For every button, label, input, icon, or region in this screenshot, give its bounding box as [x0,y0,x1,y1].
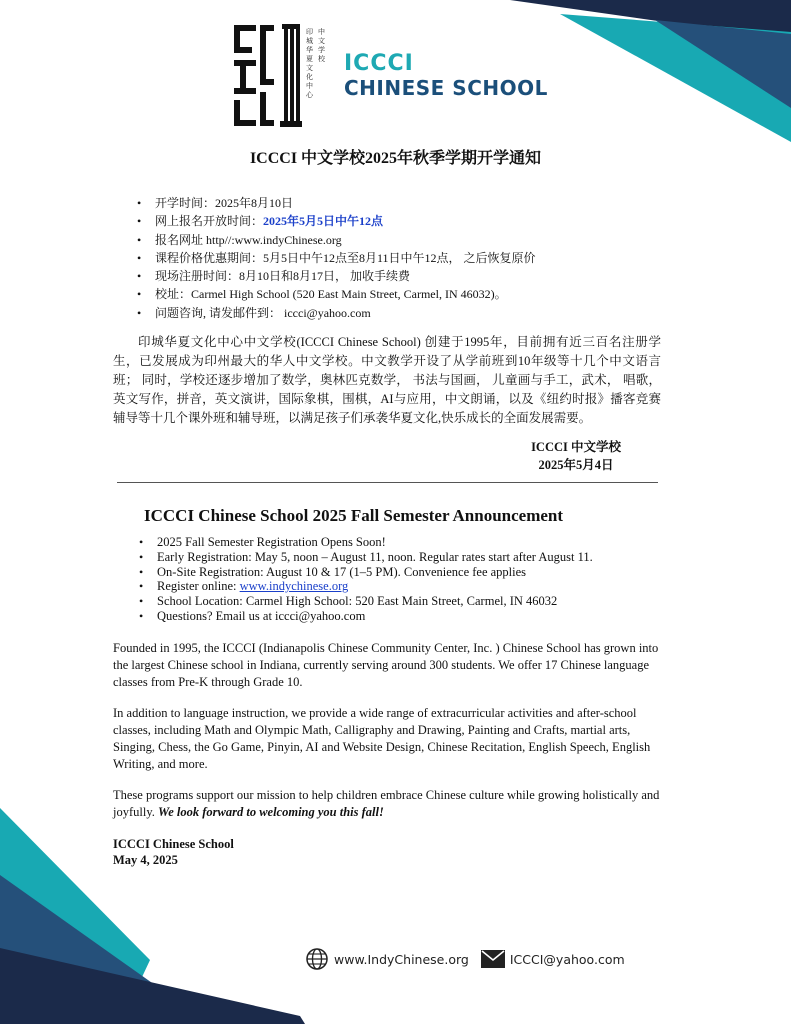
english-sign-date: May 4, 2025 [113,853,178,867]
english-signature [113,836,234,868]
english-paragraph-2: In addition to language instruction, we provide a wide range of extracurricular activities and after-school classes, including Math and Olympic Math, Calligraphy and Drawing, Painting and Crafts, martial arts, Singing, Chess, the Go Game, Pinyin, AI and Website Design, Chinese Recitation, English Speech, English Writing, and more. [113,706,651,771]
footer-email[interactable] [481,950,625,968]
globe-icon [305,947,329,971]
footer-website-text: www.IndyChinese.org [334,951,469,967]
section-divider [117,482,658,483]
footer-email-text: ICCCI@yahoo.com [509,951,625,967]
logo-cn-col-1 [317,28,326,64]
list-item: • Early Registration: May 5, noon – August 11, noon. Regular rates start after August 11. [135,550,593,565]
footer-contact [305,945,625,973]
list-item: • 2025 Fall Semester Registration Opens Soon! [135,535,593,550]
logo-cn-col-2 [305,28,314,100]
list-item: • 开学时间：2025年8月10日 [133,194,536,212]
english-paragraph-3-text: These programs support our mission to help children embrace Chinese culture while growing holistically and joyfully. [113,788,660,819]
list-item [135,579,593,594]
bottom-left-navy-band [0,948,305,1024]
list-item-label: 网上报名开放时间： [155,214,264,229]
footer-website[interactable] [305,947,469,971]
logo-cn-text-2: 印城华夏文化中心 [306,28,313,99]
list-item: • 校址：Carmel High School (520 East Main Street, Carmel, IN 46032)。 [133,285,536,303]
logo-name-line1: ICCCI [344,51,414,76]
logo-cn-text-1: 中文学校 [318,28,325,63]
list-item: • 问题咨询, 请发邮件到： iccci@yahoo.com [133,304,536,322]
english-sign-org: ICCCI Chinese School [113,837,234,851]
english-title: ICCCI Chinese School 2025 Fall Semester Announcement [144,506,564,525]
english-paragraph-3 [113,787,663,821]
list-item: • 报名网址 http//:www.indyChinese.org [133,231,536,249]
list-item: • 课程价格优惠期间：5月5日中午12点至8月11日中午12点， 之后恢复原价 [133,249,536,267]
list-item: • Questions? Email us at iccci@yahoo.com [135,609,593,624]
english-paragraph-1: Founded in 1995, the ICCCI (Indianapolis Chinese Community Center, Inc. ) Chinese School has grown into the largest Chinese school in Indiana, currently serving around 300 students. We offer 17 Chinese language classes from Pre-K through Grade 10. [113,641,659,689]
chinese-info-list [133,194,536,322]
logo-wordmark [344,52,548,100]
register-link[interactable]: www.indychinese.org [239,579,349,594]
list-item: • School Location: Carmel High School: 520 East Main Street, Carmel, IN 46032 [135,594,593,609]
chinese-title: ICCCI 中文学校2025年秋季学期开学通知 [249,150,542,167]
list-item: • 现场注册时间：8月10日和8月17日， 加收手续费 [133,267,536,285]
chinese-sign-date: 2025年5月4日 [538,458,614,472]
logo-chinese-vertical [305,28,335,128]
mail-icon [481,950,505,968]
welcome-message: We look forward to welcoming you this fall! [158,805,384,819]
english-info-list [135,535,593,624]
chinese-paragraph: 印城华夏文化中心中文学校(ICCCI Chinese School) 创建于1995年，目前拥有近三百名注册学生，已发展成为印州最大的华人中文学校。中文教学开设了从学前班到10年级等十几个中文语言班； 同时，学校还逐步增加了数学，奥林匹克数学， 书法与国画， 儿童画与手工，武术， 唱歌， 英文写作，拼音，英文演讲，国际象棋，围棋，AI与应用，中文朗诵，以及《纽约时报》播客竞赛辅导等十几个课外班和辅导班，以满足孩子们承袭华夏文化,快乐成长的全面发展需要。 [113,335,661,425]
chinese-sign-org: ICCCI 中文学校 [531,440,621,454]
school-logo-mark [232,22,302,130]
list-item [133,212,536,230]
list-item: • On-Site Registration: August 10 & 17 (1–5 PM). Convenience fee applies [135,565,593,580]
register-label: Register online: [157,579,240,594]
registration-open-time: 2025年5月5日中午12点 [263,214,384,229]
logo-name-line2: CHINESE SCHOOL [344,76,548,100]
chinese-signature [531,438,621,474]
